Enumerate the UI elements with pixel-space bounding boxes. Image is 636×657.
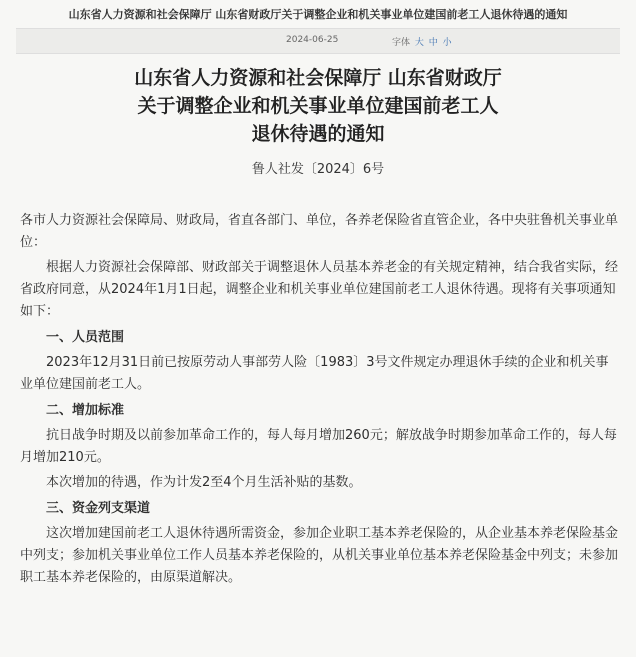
section-heading-standard: 二、增加标准 xyxy=(46,403,125,418)
document-body xyxy=(20,210,620,589)
font-size-large-link[interactable]: 大 xyxy=(414,38,424,48)
section-paragraph: 2023年12月31日前已按原劳动人事部劳人险〔1983〕3号文件规定办理退休手续的企业和机关事业单位建国前老工人。 xyxy=(20,355,609,392)
section-heading-scope: 一、人员范围 xyxy=(46,330,125,345)
document-title xyxy=(0,64,636,148)
font-size-switcher xyxy=(392,35,452,48)
document-title-line: 退休待遇的通知 xyxy=(251,123,385,145)
document-title-line: 关于调整企业和机关事业单位建国前老工人 xyxy=(137,95,499,117)
intro-paragraph: 根据人力资源社会保障部、财政部关于调整退休人员基本养老金的有关规定精神，结合我省实际，经省政府同意，从2024年1月1日起，调整企业和机关事业单位建国前老工人退休待遇。现将有关事项通知如下： xyxy=(20,260,619,319)
addressee: 各市人力资源社会保障局、财政局，省直各部门、单位，各养老保险省直管企业，各中央驻鲁机关事业单位： xyxy=(20,213,619,250)
section-paragraph: 抗日战争时期及以前参加革命工作的，每人每月增加260元；解放战争时期参加革命工作的，每人每月增加210元。 xyxy=(20,428,617,465)
section-heading-funding: 三、资金列支渠道 xyxy=(46,501,151,516)
font-size-medium-link[interactable]: 中 xyxy=(428,38,438,48)
section-paragraph: 本次增加的待遇，作为计发2至4个月生活补贴的基数。 xyxy=(46,475,362,490)
document-number: 鲁人社发〔2024〕6号 xyxy=(251,162,385,177)
meta-bar xyxy=(16,28,620,54)
section-paragraph: 这次增加建国前老工人退休待遇所需资金，参加企业职工基本养老保险的，从企业基本养老保险基金中列支；参加机关事业单位工作人员基本养老保险的，从机关事业单位基本养老保险基金中列支；未参加职工基本养老保险的，由原渠道解决。 xyxy=(20,526,619,585)
font-size-label: 字体 xyxy=(392,38,411,48)
site-article-title: 山东省人力资源和社会保障厅 山东省财政厅关于调整企业和机关事业单位建国前老工人退休待遇的通知 xyxy=(68,8,568,21)
document-title-line: 山东省人力资源和社会保障厅 山东省财政厅 xyxy=(134,67,502,89)
font-size-small-link[interactable]: 小 xyxy=(442,38,452,48)
publish-date: 2024-06-25 xyxy=(286,35,339,45)
